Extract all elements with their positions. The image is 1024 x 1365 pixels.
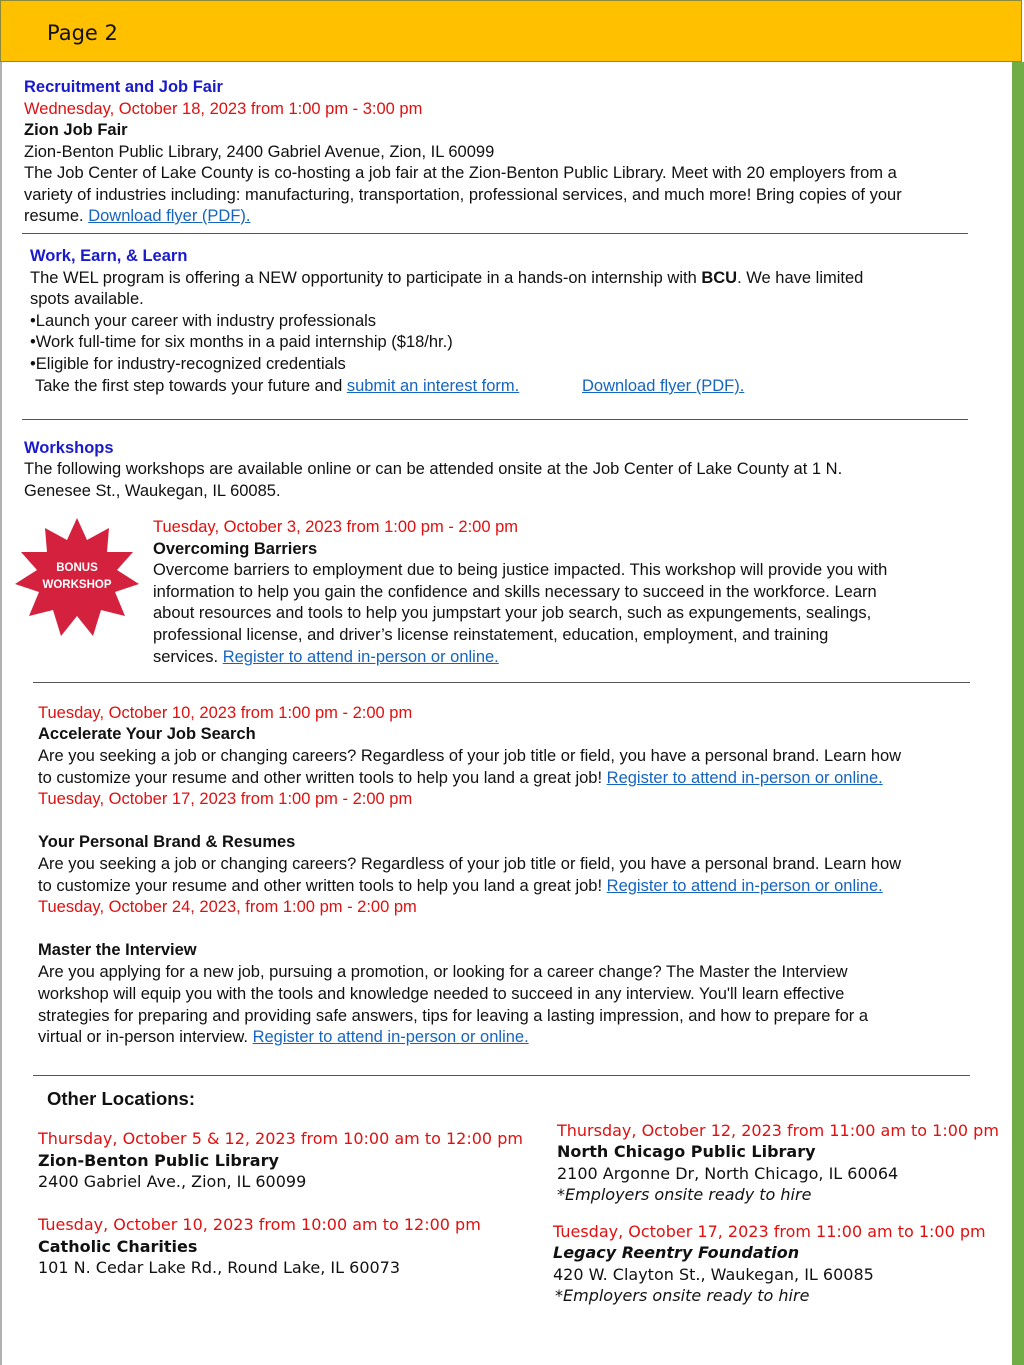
badge-text-line2: WORKSHOP <box>42 579 112 591</box>
legacy-name: Legacy Reentry Foundation <box>553 1243 800 1262</box>
wel-bullet: •Launch your career with industry professionals <box>30 312 377 330</box>
interview-desc-line: workshop will equip you with the tools and knowledge needed to succeed in any interview. You'll learn effective <box>38 985 845 1003</box>
badge-text-line1: BONUS <box>56 562 98 574</box>
interview-desc-line: strategies for preparing and providing safe answers, tips for leaving a lasting impression, and how to prepare for a <box>38 1007 869 1025</box>
page-label: Page 2 <box>47 21 118 45</box>
brand-register-link[interactable]: Register to attend in-person or online. <box>606 877 883 895</box>
brand-title: Your Personal Brand & Resumes <box>38 833 296 851</box>
interview-date: Tuesday, October 24, 2023, from 1:00 pm - 2:00 pm <box>38 898 417 916</box>
zion-address: 2400 Gabriel Ave., Zion, IL 60099 <box>38 1172 307 1191</box>
zion-name: Zion-Benton Public Library <box>38 1151 279 1170</box>
north-chicago-date: Thursday, October 12, 2023 from 11:00 am to 1:00 pm <box>557 1121 999 1140</box>
overcoming-register-link[interactable]: Register to attend in-person or online. <box>222 648 499 666</box>
divider <box>22 419 968 420</box>
other-locations-heading: Other Locations: <box>47 1088 196 1109</box>
job-fair-desc-line: variety of industries including: manufacturing, transportation, professional services, and much more! Bring copies of your <box>24 186 902 204</box>
accelerate-register-link[interactable]: Register to attend in-person or online. <box>606 769 883 787</box>
job-fair-flyer-link[interactable]: Download flyer (PDF). <box>88 207 251 225</box>
workshops-intro-line: Genesee St., Waukegan, IL 60085. <box>24 482 281 500</box>
catholic-name: Catholic Charities <box>38 1237 198 1256</box>
accelerate-title: Accelerate Your Job Search <box>38 725 256 743</box>
interview-desc-line: Are you applying for a new job, pursuing a promotion, or looking for a career change? The Master the Interview <box>38 963 848 981</box>
divider <box>33 682 970 683</box>
zion-date: Thursday, October 5 & 12, 2023 from 10:00 am to 12:00 pm <box>38 1129 523 1148</box>
wel-cta-text: Take the first step towards your future and <box>35 377 347 395</box>
overcoming-desc-line: information to help you gain the confidence and skills necessary to succeed in the workforce. Learn <box>153 583 877 601</box>
job-fair-address: Zion-Benton Public Library, 2400 Gabriel Avenue, Zion, IL 60099 <box>24 143 495 161</box>
legacy-note: *Employers onsite ready to hire <box>555 1286 810 1305</box>
job-fair-desc-last <box>24 206 250 228</box>
brand-desc-last <box>38 876 883 898</box>
page-header <box>0 0 1022 62</box>
right-border-bar <box>1012 62 1024 1365</box>
accelerate-desc-line: Are you seeking a job or changing careers? Regardless of your job title or field, you have a personal brand. Learn how <box>38 747 902 765</box>
wel-intro-line2: spots available. <box>30 290 144 308</box>
wel-interest-link[interactable]: submit an interest form. <box>346 377 520 395</box>
interview-desc-last <box>38 1027 529 1049</box>
accelerate-desc-last <box>38 768 883 790</box>
wel-intro-text-end: . We have limited <box>737 269 864 287</box>
overcoming-desc-text: services. <box>153 648 223 666</box>
north-chicago-note: *Employers onsite ready to hire <box>557 1185 812 1204</box>
wel-heading: Work, Earn, & Learn <box>30 247 188 265</box>
workshops-intro-line: The following workshops are available online or can be attended onsite at the Job Center of Lake County at 1 N. <box>24 460 843 478</box>
wel-bullet: •Work full-time for six months in a paid internship ($18/hr.) <box>30 333 453 351</box>
overcoming-desc-last <box>153 647 499 669</box>
bonus-workshop-badge <box>15 518 139 638</box>
north-chicago-address: 2100 Argonne Dr, North Chicago, IL 60064 <box>557 1164 899 1183</box>
job-fair-desc-line: The Job Center of Lake County is co-hosting a job fair at the Zion-Benton Public Library. Meet with 20 employers from a <box>24 164 897 182</box>
overcoming-date: Tuesday, October 3, 2023 from 1:00 pm - 2:00 pm <box>153 518 519 536</box>
wel-flyer-container <box>582 376 744 398</box>
wel-cta <box>35 376 519 398</box>
interview-register-link[interactable]: Register to attend in-person or online. <box>252 1028 529 1046</box>
overcoming-desc-line: professional license, and driver’s license reinstatement, education, employment, and training <box>153 626 829 644</box>
wel-intro-line <box>30 268 863 290</box>
legacy-date: Tuesday, October 17, 2023 from 11:00 am to 1:00 pm <box>553 1222 986 1241</box>
brand-desc-line: Are you seeking a job or changing careers? Regardless of your job title or field, you have a personal brand. Learn how <box>38 855 902 873</box>
wel-intro-bold: BCU <box>701 269 738 287</box>
overcoming-desc-line: Overcome barriers to employment due to being justice impacted. This workshop will provide you with <box>153 561 888 579</box>
accelerate-desc-text: to customize your resume and other written tools to help you land a great job! <box>38 769 607 787</box>
wel-flyer-link[interactable]: Download flyer (PDF). <box>582 377 745 395</box>
wel-bullet: •Eligible for industry-recognized credentials <box>30 355 346 373</box>
workshops-heading: Workshops <box>24 439 114 457</box>
brand-date: Tuesday, October 17, 2023 from 1:00 pm - 2:00 pm <box>38 790 413 808</box>
interview-title: Master the Interview <box>38 941 197 959</box>
brand-desc-text: to customize your resume and other written tools to help you land a great job! <box>38 877 607 895</box>
job-fair-desc-text: resume. <box>24 207 89 225</box>
interview-desc-text: virtual or in-person interview. <box>38 1028 253 1046</box>
starburst-shape <box>15 518 139 636</box>
accelerate-date: Tuesday, October 10, 2023 from 1:00 pm - 2:00 pm <box>38 704 413 722</box>
wel-intro-text: The WEL program is offering a NEW opportunity to participate in a hands-on internship with <box>30 269 702 287</box>
catholic-date: Tuesday, October 10, 2023 from 10:00 am to 12:00 pm <box>38 1215 481 1234</box>
overcoming-title: Overcoming Barriers <box>153 540 318 558</box>
legacy-address: 420 W. Clayton St., Waukegan, IL 60085 <box>553 1265 874 1284</box>
catholic-address: 101 N. Cedar Lake Rd., Round Lake, IL 60073 <box>38 1258 401 1277</box>
divider <box>22 233 968 234</box>
north-chicago-name: North Chicago Public Library <box>557 1142 816 1161</box>
job-fair-heading: Recruitment and Job Fair <box>24 78 223 96</box>
left-border-line <box>0 62 2 1365</box>
job-fair-date: Wednesday, October 18, 2023 from 1:00 pm - 3:00 pm <box>24 100 423 118</box>
divider <box>33 1075 970 1076</box>
overcoming-desc-line: about resources and tools to help you jumpstart your job search, such as expungements, sealings, <box>153 604 872 622</box>
job-fair-title: Zion Job Fair <box>24 121 128 139</box>
